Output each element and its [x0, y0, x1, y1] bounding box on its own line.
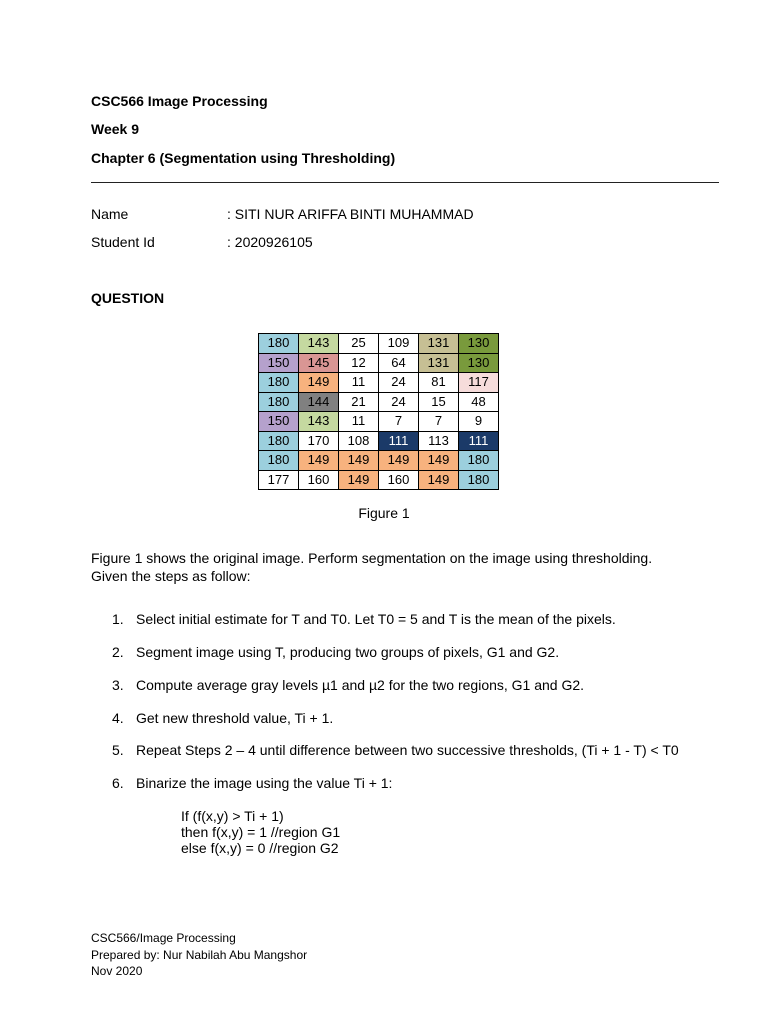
pixel-grid-body: [259, 334, 499, 490]
pixel-cell: 180: [259, 373, 299, 393]
pixel-row: [259, 412, 499, 432]
pixel-cell: 149: [299, 451, 339, 471]
step-text: Compute average gray levels µ1 and µ2 for the two regions, G1 and G2.: [136, 677, 585, 693]
code-line: then f(x,y) = 1 //region G1: [181, 824, 341, 840]
step-item: [112, 775, 392, 791]
step-item: [112, 644, 559, 660]
pixel-cell: 117: [459, 373, 499, 393]
pixel-row: [259, 392, 499, 412]
pixel-cell: 180: [459, 451, 499, 471]
pixel-cell: 24: [379, 392, 419, 412]
pixel-cell: 130: [459, 353, 499, 373]
pixel-cell: 130: [459, 334, 499, 354]
pixel-cell: 131: [419, 353, 459, 373]
pixel-cell: 143: [299, 334, 339, 354]
pixel-cell: 149: [379, 451, 419, 471]
chapter-title: Chapter 6 (Segmentation using Thresholding): [91, 150, 396, 166]
pixel-cell: 111: [459, 431, 499, 451]
step-text: Segment image using T, producing two groups of pixels, G1 and G2.: [136, 644, 560, 660]
pixel-cell: 145: [299, 353, 339, 373]
course-title: CSC566 Image Processing: [91, 93, 268, 109]
code-line: else f(x,y) = 0 //region G2: [181, 840, 339, 856]
pixel-cell: 111: [379, 431, 419, 451]
footer-date: Nov 2020: [91, 964, 143, 978]
week-label: Week 9: [91, 121, 139, 137]
pixel-cell: 64: [379, 353, 419, 373]
name-value: : SITI NUR ARIFFA BINTI MUHAMMAD: [227, 206, 474, 222]
pixel-cell: 113: [419, 431, 459, 451]
pixel-cell: 131: [419, 334, 459, 354]
pixel-cell: 48: [459, 392, 499, 412]
step-number: 4.: [112, 710, 124, 726]
pixel-cell: 12: [339, 353, 379, 373]
pixel-cell: 149: [419, 451, 459, 471]
pixel-cell: 109: [379, 334, 419, 354]
footer-author: Prepared by: Nur Nabilah Abu Mangshor: [91, 947, 308, 962]
pixel-cell: 150: [259, 353, 299, 373]
pixel-grid: [258, 333, 499, 490]
pixel-cell: 143: [299, 412, 339, 432]
code-line: If (f(x,y) > Ti + 1): [181, 808, 284, 824]
step-number: 1.: [112, 611, 124, 627]
student-id-label: Student Id: [91, 234, 155, 250]
pixel-cell: 150: [259, 412, 299, 432]
student-id-value: : 2020926105: [227, 234, 313, 250]
pixel-cell: 170: [299, 431, 339, 451]
step-number: 2.: [112, 644, 124, 660]
intro-paragraph: [91, 549, 711, 585]
pixel-cell: 180: [259, 451, 299, 471]
step-text: Repeat Steps 2 – 4 until difference between two successive thresholds, (Ti + 1 - T) < T0: [136, 742, 679, 758]
pixel-cell: 160: [379, 470, 419, 490]
pixel-cell: 180: [259, 334, 299, 354]
step-text: Get new threshold value, Ti + 1.: [136, 710, 334, 726]
step-item: [112, 710, 333, 726]
step-text: Binarize the image using the value Ti + 1:: [136, 775, 393, 791]
pixel-cell: 9: [459, 412, 499, 432]
step-number: 6.: [112, 775, 124, 791]
pixel-cell: 149: [419, 470, 459, 490]
pixel-cell: 7: [419, 412, 459, 432]
pixel-row: [259, 451, 499, 471]
pixel-cell: 11: [339, 373, 379, 393]
pixel-row: [259, 353, 499, 373]
pixel-cell: 24: [379, 373, 419, 393]
pixel-cell: 15: [419, 392, 459, 412]
name-label: Name: [91, 206, 129, 222]
pixel-cell: 21: [339, 392, 379, 412]
pixel-cell: 81: [419, 373, 459, 393]
pixel-cell: 177: [259, 470, 299, 490]
step-item: [112, 742, 679, 758]
intro-line: Given the steps as follow:: [91, 568, 251, 584]
step-item: [112, 677, 584, 693]
pixel-cell: 180: [259, 431, 299, 451]
pixel-row: [259, 431, 499, 451]
pixel-cell: 149: [339, 470, 379, 490]
pixel-cell: 144: [299, 392, 339, 412]
pixel-row: [259, 470, 499, 490]
pixel-row: [259, 373, 499, 393]
pixel-cell: 149: [299, 373, 339, 393]
figure-caption: Figure 1: [358, 505, 410, 521]
step-number: 3.: [112, 677, 124, 693]
footer-course: CSC566/Image Processing: [91, 931, 236, 945]
page-footer: [91, 930, 307, 980]
pixel-row: [259, 334, 499, 354]
pixel-cell: 108: [339, 431, 379, 451]
step-item: [112, 611, 616, 627]
pixel-cell: 149: [339, 451, 379, 471]
pixel-cell: 180: [459, 470, 499, 490]
step-text: Select initial estimate for T and T0. Let T0 = 5 and T is the mean of the pixels.: [136, 611, 616, 627]
step-number: 5.: [112, 742, 124, 758]
question-heading: QUESTION: [91, 290, 165, 306]
intro-line: Figure 1 shows the original image. Perform segmentation on the image using thresholding.: [91, 550, 653, 566]
pixel-cell: 180: [259, 392, 299, 412]
pseudocode-block: [181, 808, 340, 856]
pixel-cell: 160: [299, 470, 339, 490]
header-divider: [91, 182, 719, 183]
pixel-cell: 11: [339, 412, 379, 432]
pixel-cell: 7: [379, 412, 419, 432]
pixel-cell: 25: [339, 334, 379, 354]
